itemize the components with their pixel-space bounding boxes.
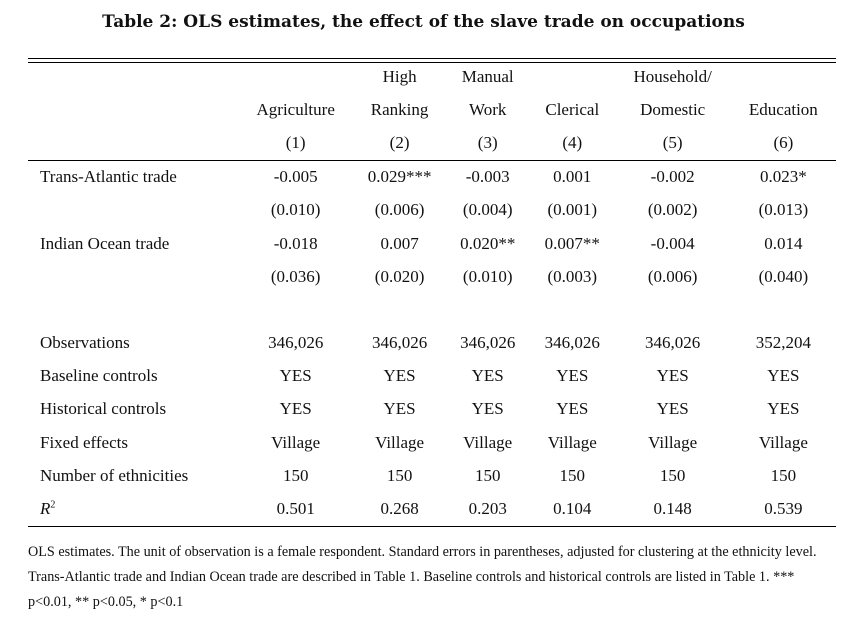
header-cell: (6)	[731, 126, 836, 160]
table-row	[28, 160, 836, 194]
table-cell: YES	[656, 366, 689, 386]
row-label: Baseline controls	[40, 366, 158, 386]
table-cell: 150	[659, 465, 686, 485]
table-cell: 0.007	[380, 233, 419, 253]
header-cell: Clerical	[545, 99, 600, 119]
table-cell	[615, 293, 731, 326]
row-label	[28, 260, 238, 293]
table-cell	[530, 293, 615, 326]
header-row-2	[28, 93, 836, 126]
table-cell: Village	[758, 432, 808, 452]
table-cell: YES	[656, 399, 689, 419]
table-cell: YES	[279, 366, 312, 386]
table-cell: Village	[648, 432, 698, 452]
table-cell: YES	[767, 366, 800, 386]
table-cell: 0.268	[354, 492, 446, 526]
table-cell: (0.006)	[374, 200, 425, 220]
table-cell: YES	[279, 399, 312, 419]
table-cell: 346,026	[460, 333, 516, 353]
header-cell: Agriculture	[256, 99, 335, 119]
table-cell: 346,026	[371, 333, 428, 353]
table-cell: 346,026	[268, 333, 324, 353]
table-cell: YES	[556, 366, 589, 386]
row-label: $R^2$	[28, 492, 238, 526]
row-label: Fixed effects	[40, 432, 128, 452]
table-cell: YES	[767, 399, 800, 419]
header-row-1	[28, 60, 836, 93]
table-row	[28, 492, 836, 526]
table-cell: 346,026	[544, 333, 600, 353]
table-row	[28, 459, 836, 492]
table-cell: (0.020)	[374, 266, 425, 286]
table-row	[28, 393, 836, 426]
row-label: Historical controls	[40, 399, 167, 419]
table-cell: (0.004)	[462, 200, 513, 220]
table-cell: Village	[547, 432, 597, 452]
table-cell: 0.014	[764, 233, 803, 253]
row-label	[28, 293, 238, 326]
header-cell: High	[382, 66, 417, 86]
table-cell: 0.539	[731, 492, 836, 526]
table-row	[28, 360, 836, 393]
table-cell: Village	[375, 432, 425, 452]
table-cell: (0.013)	[758, 200, 809, 220]
table-row	[28, 260, 836, 293]
table-cell: 0.023*	[759, 167, 807, 187]
table-cell: -0.004	[650, 233, 695, 253]
table-cell: 0.148	[615, 492, 731, 526]
table-cell: -0.002	[650, 167, 695, 187]
table-cell: (0.001)	[547, 200, 598, 220]
table-cell: Village	[271, 432, 321, 452]
table-cell: 150	[770, 465, 797, 485]
table-row	[28, 194, 836, 227]
table-cell	[731, 293, 836, 326]
table-cell: 0.020**	[460, 233, 516, 253]
table-cell: (0.040)	[758, 266, 809, 286]
table-cell	[445, 293, 530, 326]
header-cell: (4)	[530, 126, 615, 160]
header-cell	[28, 126, 238, 160]
table-note: OLS estimates. The unit of observation is a female respondent. Standard errors in parentheses, adjusted for clustering at the ethnicity level. Trans-Atlantic trade and Indian Ocean trade are described in Table 1. Baseline controls and historical controls are listed in Table 1. *** p<0.01, ** p<0.05, * p<0.1	[28, 544, 817, 610]
header-cell	[28, 60, 238, 93]
header-cell: Household/	[633, 66, 712, 86]
table-cell: -0.018	[273, 233, 318, 253]
header-cell: (1)	[238, 126, 354, 160]
header-cell: (2)	[354, 126, 446, 160]
header-cell: (3)	[445, 126, 530, 160]
table-cell: (0.010)	[270, 200, 321, 220]
table-cell: 0.007**	[544, 233, 600, 253]
table-cell: 0.501	[238, 492, 354, 526]
table-cell: 346,026	[645, 333, 701, 353]
table-cell	[238, 293, 354, 326]
header-cell: Education	[748, 99, 818, 119]
row-label: Number of ethnicities	[40, 465, 189, 485]
table-title: Table 2: OLS estimates, the effect of the slave trade on occupations	[102, 12, 745, 32]
table-cell: (0.010)	[462, 266, 513, 286]
top-rule-1	[28, 58, 836, 59]
table-cell: 0.203	[445, 492, 530, 526]
table-cell: YES	[471, 399, 504, 419]
row-label: Trans-Atlantic trade	[40, 167, 177, 187]
table-cell: (0.003)	[547, 266, 598, 286]
header-cell	[530, 60, 615, 93]
header-cell: Ranking	[370, 99, 429, 119]
table-cell: 150	[474, 465, 501, 485]
header-cell: Domestic	[640, 99, 706, 119]
header-cell	[731, 60, 836, 93]
table-cell: 0.001	[553, 167, 592, 187]
header-cell: Manual	[461, 66, 514, 86]
table-row	[28, 293, 836, 326]
table-cell: 150	[559, 465, 586, 485]
table-cell: 0.104	[530, 492, 615, 526]
row-label: Observations	[40, 333, 130, 353]
regression-table	[28, 60, 836, 527]
table-cell: 352,204	[755, 333, 811, 353]
table-cell: -0.003	[465, 167, 510, 187]
table-cell: YES	[383, 399, 416, 419]
table-cell	[354, 293, 446, 326]
table-cell: 150	[282, 465, 309, 485]
table-cell: Village	[463, 432, 513, 452]
row-label	[28, 194, 238, 227]
header-row-3	[28, 126, 836, 160]
table-cell: (0.002)	[647, 200, 698, 220]
header-cell	[238, 60, 354, 93]
table-cell: 150	[386, 465, 413, 485]
table-cell: -0.005	[273, 167, 318, 187]
table-cell: YES	[383, 366, 416, 386]
table-cell: YES	[556, 399, 589, 419]
table-cell: YES	[471, 366, 504, 386]
table-cell: 0.029***	[367, 167, 432, 187]
table-row	[28, 426, 836, 459]
table-cell: (0.006)	[647, 266, 698, 286]
table-row	[28, 227, 836, 260]
header-cell	[28, 93, 238, 126]
table-cell: (0.036)	[270, 266, 321, 286]
header-cell: Work	[469, 99, 507, 119]
header-cell: (5)	[615, 126, 731, 160]
row-label: Indian Ocean trade	[40, 233, 170, 253]
table-row	[28, 327, 836, 360]
